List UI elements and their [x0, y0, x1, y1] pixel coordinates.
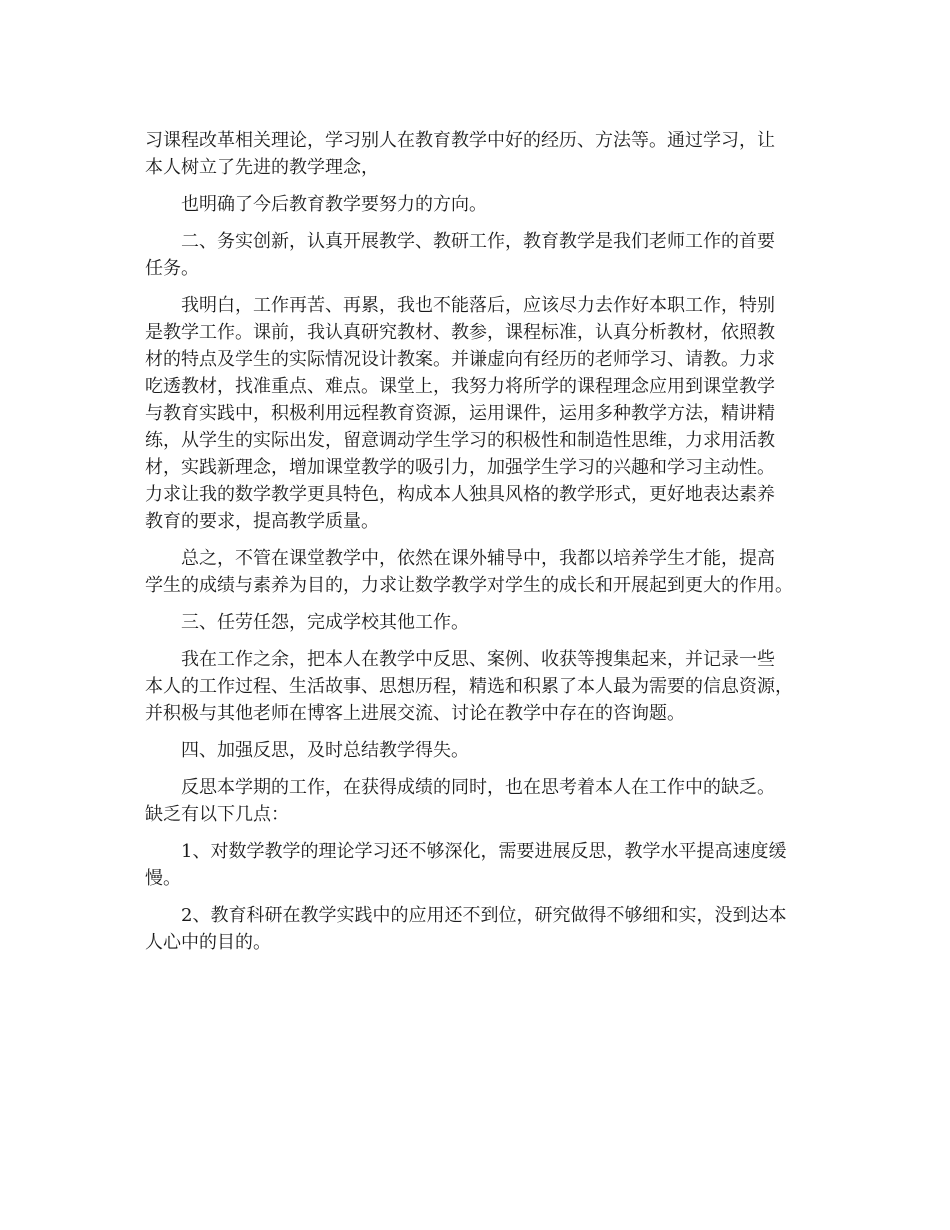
paragraph-line: 本人树立了先进的教学理念， [145, 157, 379, 178]
paragraph-line: 1、对数学教学的理论学习还不够深化，需要进展反思，教学水平提高速度缓 [181, 841, 787, 862]
paragraph-line: 练，从学生的实际出发，留意调动学生学习的积极性和制造性思维，力求用活教 [145, 430, 775, 451]
paragraph-line: 2、教育科研在教学实践中的应用还不到位，研究做得不够细和实，没到达本 [181, 905, 787, 926]
paragraph-line: 是教学工作。课前，我认真研究教材、教参，课程标准，认真分析教材，依照教 [145, 322, 775, 343]
paragraph-line: 任务。 [145, 258, 199, 279]
paragraph-line: 习课程改革相关理论，学习别人在教育教学中好的经历、方法等。通过学习，让 [145, 130, 775, 151]
paragraph-line: 三、任劳任怨，完成学校其他工作。 [181, 612, 469, 633]
paragraph-line: 材的特点及学生的实际情况设计教案。并谦虚向有经历的老师学习、请教。力求 [145, 349, 775, 370]
paragraph-line: 人心中的目的。 [145, 932, 271, 953]
paragraph-line: 学生的成绩与素养为目的，力求让数学教学对学生的成长和开展起到更大的作用。 [145, 575, 793, 596]
paragraph-line: 本人的工作过程、生活故事、思想历程，精选和积累了本人最为需要的信息资源， [145, 676, 793, 697]
paragraph-line: 力求让我的数学教学更具特色，构成本人独具风格的教学形式，更好地表达素养 [145, 484, 775, 505]
paragraph-line: 教育的要求，提高教学质量。 [145, 511, 379, 532]
paragraph-line: 缺乏有以下几点： [145, 804, 289, 825]
paragraph-line: 与教育实践中，积极利用远程教育资源，运用课件，运用多种教学方法，精讲精 [145, 403, 775, 424]
paragraph-line: 也明确了今后教育教学要努力的方向。 [181, 194, 487, 215]
paragraph-line: 四、加强反思，及时总结教学得失。 [181, 740, 469, 761]
document-body [145, 127, 805, 966]
paragraph-line: 材，实践新理念，增加课堂教学的吸引力，加强学生学习的兴趣和学习主动性。 [145, 457, 775, 478]
paragraph-line: 二、务实创新，认真开展教学、教研工作，教育教学是我们老师工作的首要 [181, 231, 775, 252]
paragraph-line: 总之，不管在课堂教学中，依然在课外辅导中，我都以培养学生才能，提高 [181, 548, 775, 569]
paragraph-line: 吃透教材，找准重点、难点。课堂上，我努力将所学的课程理念应用到课堂教学 [145, 376, 775, 397]
paragraph-line: 反思本学期的工作，在获得成绩的同时，也在思考着本人在工作中的缺乏。 [181, 777, 775, 798]
paragraph-line: 慢。 [145, 868, 181, 889]
paragraph-line: 我明白，工作再苦、再累，我也不能落后，应该尽力去作好本职工作，特别 [181, 295, 775, 316]
paragraph-line: 我在工作之余，把本人在教学中反思、案例、收获等搜集起来，并记录一些 [181, 649, 775, 670]
paragraph-line: 并积极与其他老师在博客上进展交流、讨论在教学中存在的咨询题。 [145, 703, 685, 724]
